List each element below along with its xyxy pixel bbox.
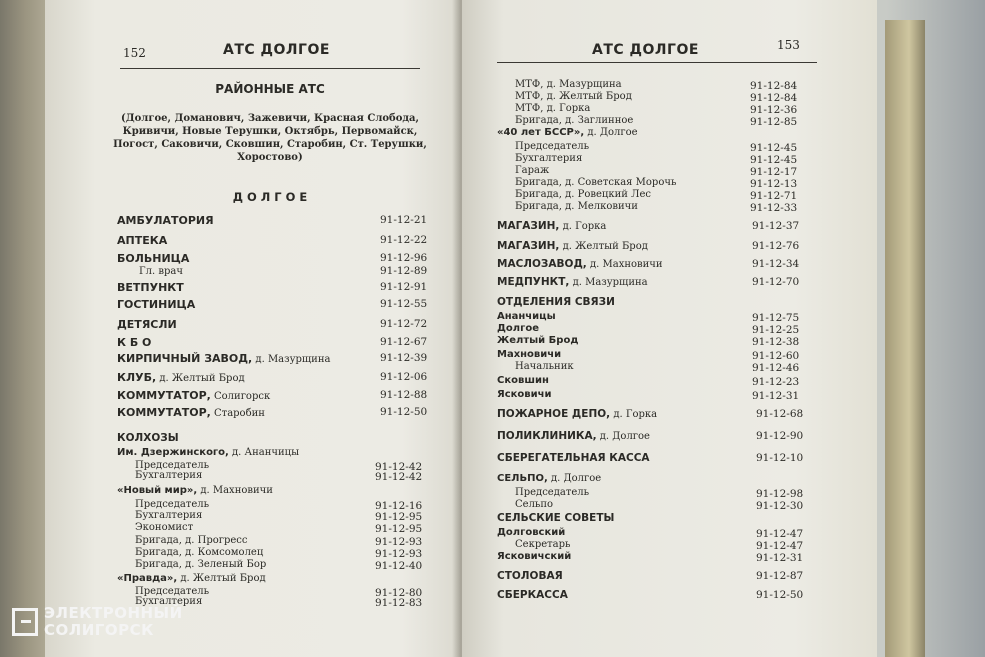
list-item [497,322,539,334]
phone-number: 91-12-31 [752,390,800,402]
item-text: Гараж [515,165,550,176]
list-item [515,140,589,152]
entry-name: ПОЛИКЛИНИКА, [497,430,597,442]
phone-number: 91-12-84 [750,92,798,104]
watermark-line2: СОЛИГОРСК [44,621,154,639]
phone-number: 91-12-76 [752,240,800,252]
item-text: Бригада, д. Советская Морочь [515,177,677,188]
left-page [45,0,465,657]
phone-number: 91-12-13 [750,178,798,190]
list-item [515,164,549,176]
phone-number: 91-12-67 [380,336,428,348]
list-item [135,534,248,546]
phone-number: 91-12-90 [756,430,804,442]
item-text: Председатель [515,141,590,152]
entry-name: МАГАЗИН, [497,220,560,232]
watermark [12,605,183,639]
item-bold: «40 лет БССР», [497,127,585,138]
phone-number: 91-12-95 [375,511,423,523]
list-item [497,550,571,562]
entry-name: ГОСТИНИЦА [117,298,196,311]
watermark-line1: ЭЛЕКТРОННЫЙ [44,604,183,622]
intro-line: Погост, Саковичи, Сковшин, Старобин, Ст. Терушки, [113,139,427,150]
list-item [117,572,266,584]
directory-entry [497,276,648,288]
phone-number: 91-12-91 [380,281,428,293]
list-item [135,469,202,481]
phone-number: 91-12-40 [375,560,423,572]
phone-number: 91-12-98 [756,488,804,500]
phone-number: 91-12-80 [375,587,423,599]
directory-entry [497,430,650,442]
phone-number: 91-12-88 [380,389,428,401]
phone-number: 91-12-22 [380,234,428,246]
entry-name: К Б О [117,336,152,349]
item-bold: Махновичи [497,349,562,360]
phone-number: 91-12-47 [756,540,804,552]
item-text: д. Желтый Брод [177,573,266,584]
left-page-header: АТС ДОЛГОЕ [223,42,330,58]
phone-number: 91-12-21 [380,214,428,226]
list-item [497,374,549,386]
item-text: Экономист [135,522,194,533]
phone-number: 91-12-85 [750,116,798,128]
item-bold: Ананчицы [497,311,556,322]
phone-number: 91-12-55 [380,298,428,310]
list-item [515,538,570,550]
list-item [515,360,574,372]
entry-name: КЛУБ, [117,371,157,384]
directory-entry [117,318,177,331]
directory-entry [117,406,265,419]
right-header-rule [497,62,817,63]
entry-detail: д. Горка [610,409,658,420]
item-bold: Долговский [497,527,566,538]
directory-entry [497,452,650,464]
phone-number: 91-12-39 [380,352,428,364]
item-text: Бухгалтерия [135,470,203,481]
entry-detail: д. Долгое [596,431,650,442]
item-text: д. Долгое [547,473,602,484]
item-bold: Сковшин [497,375,549,386]
item-text: Бухгалтерия [135,596,203,607]
subsection-title: Д О Л Г О Е [232,190,308,204]
item-bold: Желтый Брод [497,335,579,346]
phone-number: 91-12-68 [756,408,804,420]
left-header-rule [120,68,420,69]
item-text: Бригада, д. Зеленый Бор [135,559,267,570]
book-back-cover-edge [885,20,925,657]
list-item [117,446,299,458]
phone-number: 91-12-34 [752,258,800,270]
list-item [497,388,552,400]
phone-number: 91-12-33 [750,202,798,214]
item-text: д. Махновичи [197,485,273,496]
list-item [497,310,556,322]
list-item [497,472,601,484]
list-item [497,334,578,346]
phone-number: 91-12-16 [375,500,423,512]
list-item [497,526,565,538]
list-item [135,509,202,521]
phone-number: 91-12-87 [756,570,804,582]
entry-name: ВЕТПУНКТ [117,281,184,294]
watermark-logo-icon [12,608,38,636]
post-title: ОТДЕЛЕНИЯ СВЯЗИ [497,296,615,308]
entry-detail: д. Горка [559,221,607,232]
directory-entry [497,240,648,252]
entry-detail: Солигорск [210,391,271,402]
entry-name: ДЕТЯСЛИ [117,318,177,331]
intro-paragraph [105,112,435,164]
directory-entry [497,570,563,582]
right-page-number: 153 [777,38,800,52]
directory-entry [117,336,151,349]
item-bold: СЕЛЬПО, [497,473,548,484]
phone-number: 91-12-45 [750,142,798,154]
directory-entry [497,258,663,270]
directory-entry [117,298,195,311]
item-bold: Ясковичский [497,551,572,562]
entry-detail: д. Махновичи [586,259,663,270]
entry-name: МАСЛОЗАВОД, [497,258,587,270]
phone-number: 91-12-38 [752,336,800,348]
directory-entry [117,281,184,294]
left-page-number: 152 [123,46,146,60]
list-item [515,498,553,510]
list-item [515,176,676,188]
item-text: Председатель [135,460,210,471]
directory-entry [117,371,245,384]
list-item [515,486,589,498]
entry-name: СТОЛОВАЯ [497,570,563,582]
phone-number: 91-12-84 [750,80,798,92]
item-text: МТФ, д. Желтый Брод [515,91,632,102]
entry-name: СБЕРКАССА [497,589,568,601]
entry-detail: д. Мазурщина [252,354,331,365]
entry-name: АМБУЛАТОРИЯ [117,214,214,227]
item-text: Бухгалтерия [135,510,203,521]
directory-entry [497,589,568,601]
phone-number: 91-12-45 [750,154,798,166]
phone-number: 91-12-23 [752,376,800,388]
phone-number: 91-12-75 [752,312,800,324]
directory-entry [117,214,214,227]
item-text: Начальник [515,361,574,372]
phone-number: 91-12-93 [375,548,423,560]
list-item [497,126,638,138]
right-page-header: АТС ДОЛГОЕ [592,42,699,58]
list-item [135,546,263,558]
item-text: Бригада, д. Прогресс [135,535,248,546]
directory-entry [117,389,270,402]
list-item [515,152,582,164]
section-title: РАЙОННЫЕ АТС [215,82,325,96]
directory-entry [497,220,606,232]
phone-number: 91-12-42 [375,471,423,483]
entry-name: МЕДПУНКТ, [497,276,570,288]
item-text: д. Ананчицы [228,447,300,458]
item-text: Бригада, д. Мелковичи [515,201,638,212]
phone-number: 91-12-93 [375,536,423,548]
item-bold: Долгое [497,323,539,334]
intro-line: (Долгое, Доманович, Зажевичи, Красная Слобода, [120,113,420,124]
entry-name: КОММУТАТОР, [117,389,211,402]
phone-number: 91-12-95 [375,523,423,535]
directory-entry [117,234,167,247]
item-bold: «Новый мир», [117,485,198,496]
phone-number: 91-12-72 [380,318,428,330]
phone-number: 91-12-47 [756,528,804,540]
entry-detail: д. Желтый Брод [559,241,648,252]
list-item [117,484,273,496]
item-text: Сельпо [515,499,554,510]
kolkhozy-title: КОЛХОЗЫ [117,432,179,444]
phone-number: 91-12-06 [380,371,428,383]
directory-entry [117,352,330,365]
entry-detail: Старобин [210,408,265,419]
phone-number: 91-12-25 [752,324,800,336]
right-page [462,0,877,657]
phone-number: 91-12-10 [756,452,804,464]
list-item [515,114,633,126]
entry-name: КИРПИЧНЫЙ ЗАВОД, [117,352,253,365]
item-bold: Ясковичи [497,389,552,400]
item-text: Председатель [135,499,210,510]
entry-detail: д. Мазурщина [569,277,648,288]
phone-number: 91-12-71 [750,190,798,202]
entry-name: МАГАЗИН, [497,240,560,252]
list-item [515,102,590,114]
entry-name: СБЕРЕГАТЕЛЬНАЯ КАССА [497,452,650,464]
list-item [135,558,266,570]
entry-detail: Гл. врач [139,266,183,277]
list-item [515,90,632,102]
item-text: Секретарь [515,539,571,550]
intro-line: Кривичи, Новые Терушки, Октябрь, Первомайск, [122,126,418,137]
phone-number: 91-12-50 [756,589,804,601]
item-text: Бригада, д. Заглинное [515,115,634,126]
councils-title: СЕЛЬСКИЕ СОВЕТЫ [497,512,615,524]
phone-number: 91-12-31 [756,552,804,564]
item-text: МТФ, д. Мазурщина [515,79,622,90]
list-item [515,78,622,90]
item-bold: «Правда», [117,573,178,584]
entry-name: БОЛЬНИЦА [117,252,190,265]
phone-number: 91-12-37 [752,220,800,232]
phone-number: 91-12-30 [756,500,804,512]
phone-number: 91-12-70 [752,276,800,288]
directory-entry [117,265,183,277]
item-text: Бригада, д. Комсомолец [135,547,264,558]
item-bold: Им. Дзержинского, [117,447,229,458]
phone-number: 91-12-36 [750,104,798,116]
entry-name: КОММУТАТОР, [117,406,211,419]
item-text: д. Долгое [584,127,638,138]
list-item [515,200,638,212]
directory-entry [497,408,657,420]
phone-number: 91-12-60 [752,350,800,362]
directory-entry [117,252,189,265]
list-item [135,521,193,533]
item-text: Бухгалтерия [515,153,583,164]
intro-line: Хоростово) [237,152,303,163]
phone-number: 91-12-50 [380,406,428,418]
phone-number: 91-12-17 [750,166,798,178]
list-item [515,188,651,200]
phone-number: 91-12-96 [380,252,428,264]
entry-name: ПОЖАРНОЕ ДЕПО, [497,408,611,420]
list-item [497,348,561,360]
item-text: Председатель [515,487,590,498]
phone-number: 91-12-89 [380,265,428,277]
entry-detail: д. Желтый Брод [156,373,245,384]
phone-number: 91-12-46 [752,362,800,374]
phone-number: 91-12-83 [375,597,423,609]
phone-number: 91-12-42 [375,461,423,473]
item-text: Бригада, д. Ровецкий Лес [515,189,651,200]
item-text: Председатель [135,586,210,597]
item-text: МТФ, д. Горка [515,103,591,114]
entry-name: АПТЕКА [117,234,168,247]
